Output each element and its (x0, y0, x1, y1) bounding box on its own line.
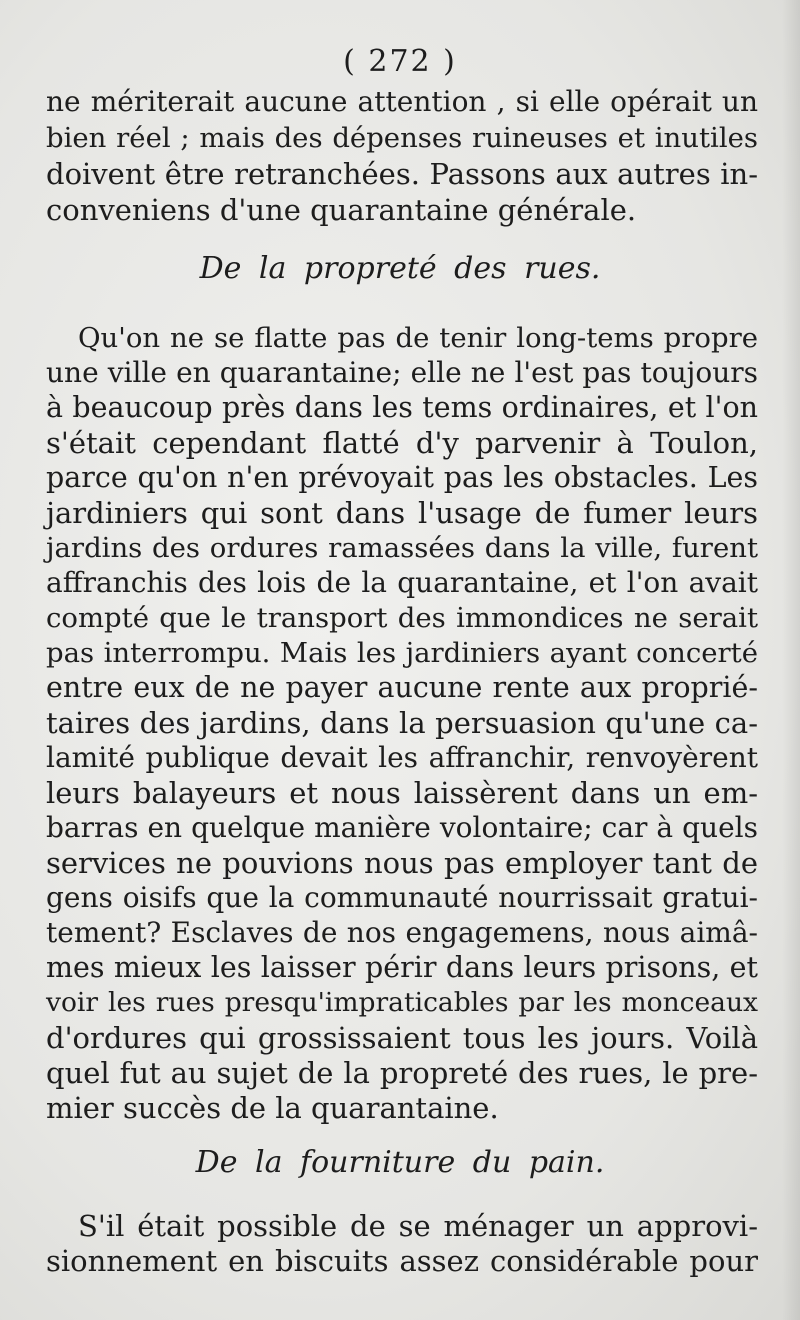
paragraph-2-line-21: d'ordures qui grossissaient tous les jours. Voilà (46, 1021, 758, 1055)
paragraph-1-line-3: doivent être retranchées. Passons aux autres in- (46, 157, 758, 191)
paragraph-3-line-1: S'il était possible de se ménager un approvi- (78, 1209, 758, 1243)
page-number: ( 272 ) (343, 44, 457, 79)
paragraph-2-line-3: à beaucoup près dans les tems ordinaires, et l'on (46, 391, 758, 424)
paragraph-2-line-19: mes mieux les laisser périr dans leurs prisons, et (46, 951, 758, 984)
paragraph-2-line-6: jardiniers qui sont dans l'usage de fumer leurs (46, 496, 758, 530)
paragraph-2-line-15: barras en quelque manière volontaire; car à quels (46, 811, 758, 844)
paragraph-2-line-16: services ne pouvions nous pas employer tant de (46, 846, 758, 880)
paragraph-2-line-23: mier succès de la quarantaine. (46, 1091, 499, 1125)
paragraph-2-line-8: affranchis des lois de la quarantaine, et l'on avait (46, 566, 758, 599)
paragraph-2-line-2: une ville en quarantaine; elle ne l'est pas toujours (46, 356, 758, 389)
paragraph-2-line-7: jardins des ordures ramassées dans la ville, furent (46, 532, 758, 564)
paragraph-2-line-22: quel fut au sujet de la propreté des rues, le pre- (46, 1056, 758, 1090)
paragraph-1-line-2: bien réel ; mais des dépenses ruineuses et inutiles (46, 122, 758, 154)
paragraph-2-line-1: Qu'on ne se flatte pas de tenir long-tems propre (78, 322, 758, 354)
paragraph-1-line-4: conveniens d'une quarantaine générale. (46, 193, 637, 227)
paragraph-2-line-12: taires des jardins, dans la persuasion qu'une ca- (46, 706, 758, 740)
paragraph-2-line-11: entre eux de ne payer aucune rente aux proprié- (46, 671, 758, 704)
paragraph-3-line-2: sionnement en biscuits assez considérable pour (46, 1244, 758, 1278)
paragraph-2-line-5: parce qu'on n'en prévoyait pas les obstacles. Les (46, 461, 758, 494)
paragraph-1-line-1: ne mériterait aucune attention , si elle opérait un (46, 85, 758, 118)
paragraph-2-line-13: lamité publique devait les affranchir, renvoyèrent (46, 741, 758, 774)
paragraph-2-line-9: compté que le transport des immondices ne serait (46, 602, 758, 634)
paragraph-2-line-4: s'était cependant flatté d'y parvenir à Toulon, (46, 426, 758, 460)
paragraph-2-line-18: tement? Esclaves de nos engagemens, nous aimâ- (46, 916, 758, 949)
paragraph-2-line-14: leurs balayeurs et nous laissèrent dans un em- (46, 776, 758, 810)
page-edge-shadow (782, 0, 800, 1320)
paragraph-2-line-20: voir les rues presqu'impraticables par les monceaux (46, 987, 758, 1018)
paragraph-2-line-17: gens oisifs que la communauté nourrissait gratui- (46, 881, 758, 914)
paragraph-2-line-10: pas interrompu. Mais les jardiniers ayant concerté (46, 637, 758, 669)
section-heading-streets: De la propreté des rues. (199, 251, 601, 286)
section-heading-bread: De la fourniture du pain. (195, 1145, 605, 1180)
